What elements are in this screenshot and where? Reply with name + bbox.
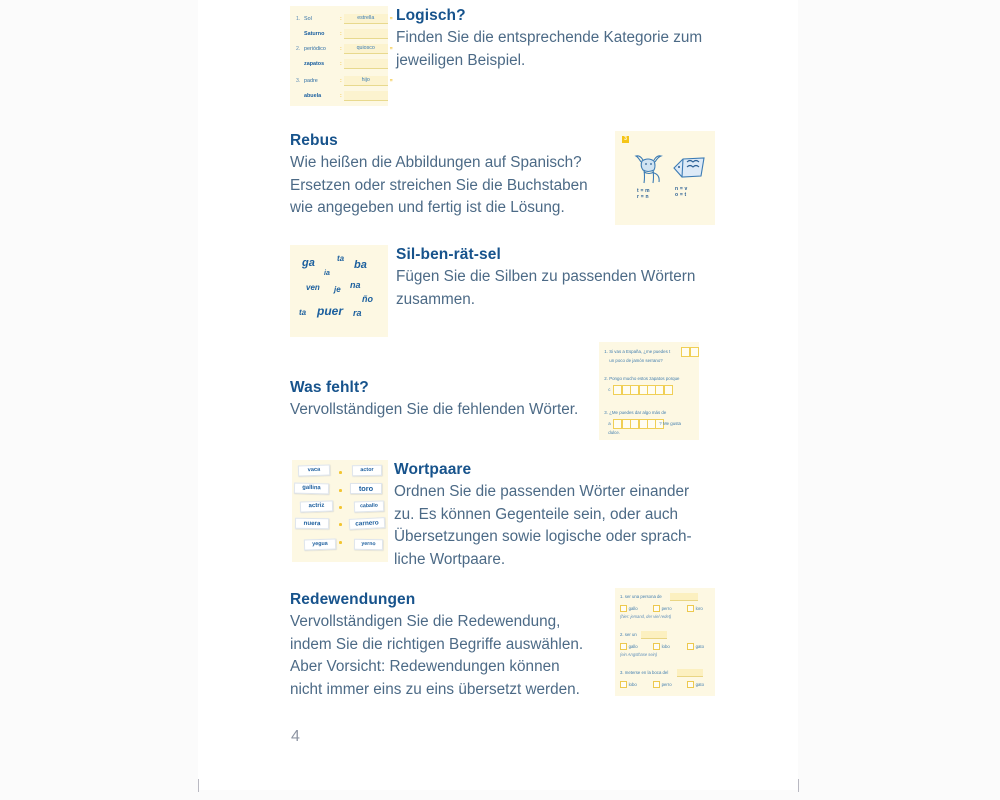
syllable-chip[interactable]: ra <box>353 308 362 318</box>
entry-text-silben <box>396 245 711 311</box>
option-label: gato <box>695 644 704 649</box>
answer-boxes[interactable] <box>613 385 672 395</box>
row-index: 1. <box>296 16 301 22</box>
connector-dot[interactable] <box>339 489 342 492</box>
option-choice[interactable] <box>687 605 703 612</box>
prompt-text: ser un <box>624 632 637 637</box>
answer-gap[interactable] <box>677 669 703 677</box>
entry-description: Vervollständigen Sie die Redewendung, indem Sie die richtigen Begriffe auswählen. Aber Vorsicht: Redewendungen können nicht immer eins zu eins übersetzt werden. <box>290 613 584 698</box>
question-number: 3. <box>604 410 608 415</box>
thumbnail-logisch[interactable] <box>290 6 393 106</box>
option-label: perro <box>661 606 672 611</box>
syllable-chip[interactable]: ta <box>337 254 345 263</box>
row-word: periódico <box>304 46 326 52</box>
entry-text-logisch <box>396 6 716 72</box>
equals-mark: = <box>389 78 393 84</box>
option-label: loro <box>695 606 703 611</box>
answer-field[interactable] <box>344 91 388 101</box>
thumbnail-wasfehlt[interactable] <box>599 342 699 440</box>
idiom-prompt <box>620 670 668 676</box>
question-number: 1. <box>620 594 624 599</box>
option-choice[interactable] <box>620 605 638 612</box>
bull-icon <box>633 153 667 185</box>
entry-description: Finden Sie die entsprechende Kategorie zum jeweiligen Beispiel. <box>396 29 703 69</box>
logisch-row <box>296 76 393 86</box>
colon-mark: : <box>340 78 342 84</box>
entry-text-wortpaare <box>394 460 702 571</box>
connector-dot[interactable] <box>339 541 342 544</box>
logisch-row <box>296 91 390 101</box>
checkbox-icon[interactable] <box>687 681 694 688</box>
entry-description: Vervollständigen Sie die fehlenden Wörter. <box>290 401 579 418</box>
entry-title: Was fehlt? <box>290 379 369 396</box>
question-number: 3. <box>620 670 624 675</box>
fish-map-icon <box>671 155 707 181</box>
question-text <box>604 349 670 355</box>
answer-gap[interactable] <box>670 593 698 601</box>
question-line: ¿Me puedes dar algo más de <box>609 410 667 415</box>
page-number: 4 <box>291 728 300 745</box>
colon-mark: : <box>340 93 342 99</box>
row-index: 3. <box>296 78 301 84</box>
crop-mark-left <box>198 779 199 792</box>
entry-description: Ordnen Sie die passenden Wörter einander zu. Es können Gegenteile sein, oder auch Übersetzungen sowie logische oder sprach-liche Wortpaare. <box>394 483 692 568</box>
entry-title: Redewendungen <box>290 591 416 608</box>
row-word: Sol <box>304 16 312 22</box>
row-index: 2. <box>296 46 301 52</box>
toc-entry-redewendungen[interactable] <box>290 590 715 701</box>
toc-entry-logisch[interactable] <box>290 6 716 106</box>
checkbox-icon[interactable] <box>653 681 660 688</box>
entry-text-redewendungen <box>290 590 594 701</box>
question-line: dulce. <box>608 430 620 435</box>
word-chip[interactable]: caballo <box>354 500 384 512</box>
option-label: lobo <box>661 644 670 649</box>
exercise-number-badge: 3 <box>622 136 629 143</box>
question-number: 2. <box>620 632 624 637</box>
idiom-note: (ein Angsthase sein) <box>620 652 658 657</box>
option-label: gallo <box>628 644 638 649</box>
toc-entry-wasfehlt[interactable] <box>290 345 715 440</box>
colon-mark: : <box>340 16 342 22</box>
word-chip[interactable]: actriz <box>300 500 333 512</box>
syllable-chip[interactable]: puer <box>317 304 344 318</box>
question-number: 2. <box>604 376 608 381</box>
letter-box[interactable] <box>664 385 673 395</box>
entry-text-wasfehlt <box>290 345 578 422</box>
rebus-rule-2: n = v o = t <box>675 186 688 199</box>
question-text <box>604 376 679 382</box>
answer-field[interactable] <box>344 59 388 69</box>
checkbox-icon[interactable] <box>653 643 660 650</box>
option-choice[interactable] <box>687 643 704 650</box>
entry-text-rebus <box>290 131 594 220</box>
logisch-row <box>296 44 393 54</box>
word-chip[interactable]: gallina <box>294 483 329 495</box>
checkbox-icon[interactable] <box>687 643 694 650</box>
idiom-prompt <box>620 594 662 600</box>
option-choice[interactable] <box>653 605 672 612</box>
thumbnail-redewendungen[interactable] <box>615 588 715 696</box>
colon-mark: : <box>340 46 342 52</box>
equals-mark: = <box>389 46 393 52</box>
colon-mark: : <box>340 61 342 67</box>
connector-dot[interactable] <box>339 506 342 509</box>
syllable-chip[interactable]: ia <box>324 270 330 277</box>
question-number: 1. <box>604 349 608 354</box>
idiom-prompt <box>620 632 637 638</box>
syllable-chip[interactable]: ga <box>302 257 315 269</box>
checkbox-icon[interactable] <box>620 643 627 650</box>
toc-entry-silben[interactable] <box>290 245 711 337</box>
entry-description: Fügen Sie die Silben zu passenden Wörtern zusammen. <box>396 268 696 308</box>
equals-mark: = <box>389 16 393 22</box>
logisch-row <box>296 29 390 39</box>
prompt-text: meterse en la boca del <box>624 670 669 675</box>
checkbox-icon[interactable] <box>620 681 627 688</box>
prompt-text: ser una persona de <box>624 594 662 599</box>
row-word: padre <box>304 78 318 84</box>
word-chip[interactable]: yegua <box>304 538 336 550</box>
answer-gap[interactable] <box>641 631 667 639</box>
question-line: un poco de jamón serrano? <box>609 358 663 363</box>
option-label: lobo <box>628 682 637 687</box>
checkbox-icon[interactable] <box>620 605 627 612</box>
question-line: c <box>608 387 611 392</box>
option-label: gallo <box>628 606 638 611</box>
word-chip[interactable]: toro <box>350 483 382 494</box>
answer-boxes[interactable] <box>613 419 663 429</box>
entry-description: Wie heißen die Abbildungen auf Spanisch? Ersetzen oder streichen Sie die Buchstaben wie angegeben und fertig ist die Lösung. <box>290 154 588 216</box>
option-choice[interactable] <box>620 643 638 650</box>
row-word: Saturno <box>304 31 325 37</box>
checkbox-icon[interactable] <box>687 605 694 612</box>
word-chip[interactable]: nuera <box>295 518 329 530</box>
syllable-chip[interactable]: ño <box>362 294 373 304</box>
toc-entry-wortpaare[interactable] <box>292 460 702 571</box>
syllable-chip[interactable]: ba <box>354 259 367 271</box>
checkbox-icon[interactable] <box>653 605 660 612</box>
rebus-rule-1: t = m r = n <box>637 188 650 201</box>
thumbnail-wortpaare[interactable] <box>292 460 388 562</box>
syllable-chip[interactable]: ta <box>299 308 307 317</box>
crop-mark-right <box>798 779 799 792</box>
option-label: gato <box>695 682 704 687</box>
question-line: a <box>608 421 611 426</box>
syllable-chip[interactable]: na <box>350 280 361 290</box>
thumbnail-silben[interactable] <box>290 245 388 337</box>
option-choice[interactable] <box>687 681 704 688</box>
word-chip[interactable]: yerno <box>354 539 383 551</box>
answer-field[interactable]: hijo <box>344 76 388 86</box>
question-line: ? Me gusta <box>659 421 682 426</box>
syllable-chip[interactable]: je <box>334 285 341 294</box>
syllable-chip[interactable]: ven <box>306 283 320 292</box>
question-line: Pongo mucho estos zapatos porque <box>609 376 680 381</box>
entry-title: Logisch? <box>396 7 466 24</box>
connector-dot[interactable] <box>339 471 342 474</box>
row-word: zapatos <box>304 61 325 67</box>
answer-field[interactable] <box>344 29 388 39</box>
idiom-note: (hier: jemand, der viel redet) <box>620 614 672 619</box>
letter-box[interactable] <box>690 347 699 357</box>
entry-title: Wortpaare <box>394 461 472 478</box>
question-text <box>604 410 666 416</box>
entry-title: Rebus <box>290 132 338 149</box>
entry-title: Sil-ben-rät-sel <box>396 246 501 263</box>
logisch-row <box>296 14 393 24</box>
option-choice[interactable] <box>620 681 637 688</box>
thumbnail-rebus[interactable] <box>615 131 715 225</box>
question-line: Si vas a España, ¿me puedes t <box>609 349 671 354</box>
word-chip[interactable]: carnero <box>349 517 386 530</box>
option-label: perro <box>661 682 672 687</box>
option-choice[interactable] <box>653 643 670 650</box>
toc-entry-rebus[interactable] <box>290 131 715 225</box>
connector-dot[interactable] <box>339 523 342 526</box>
logisch-row <box>296 59 390 69</box>
option-choice[interactable] <box>653 681 672 688</box>
word-chip[interactable]: actor <box>352 465 382 477</box>
row-word: abuela <box>304 93 322 99</box>
answer-field[interactable]: quiosco <box>344 44 388 54</box>
answer-boxes[interactable] <box>681 347 698 357</box>
answer-field[interactable]: estrella <box>344 14 388 24</box>
colon-mark: : <box>340 31 342 37</box>
word-chip[interactable]: vaca <box>298 464 330 476</box>
